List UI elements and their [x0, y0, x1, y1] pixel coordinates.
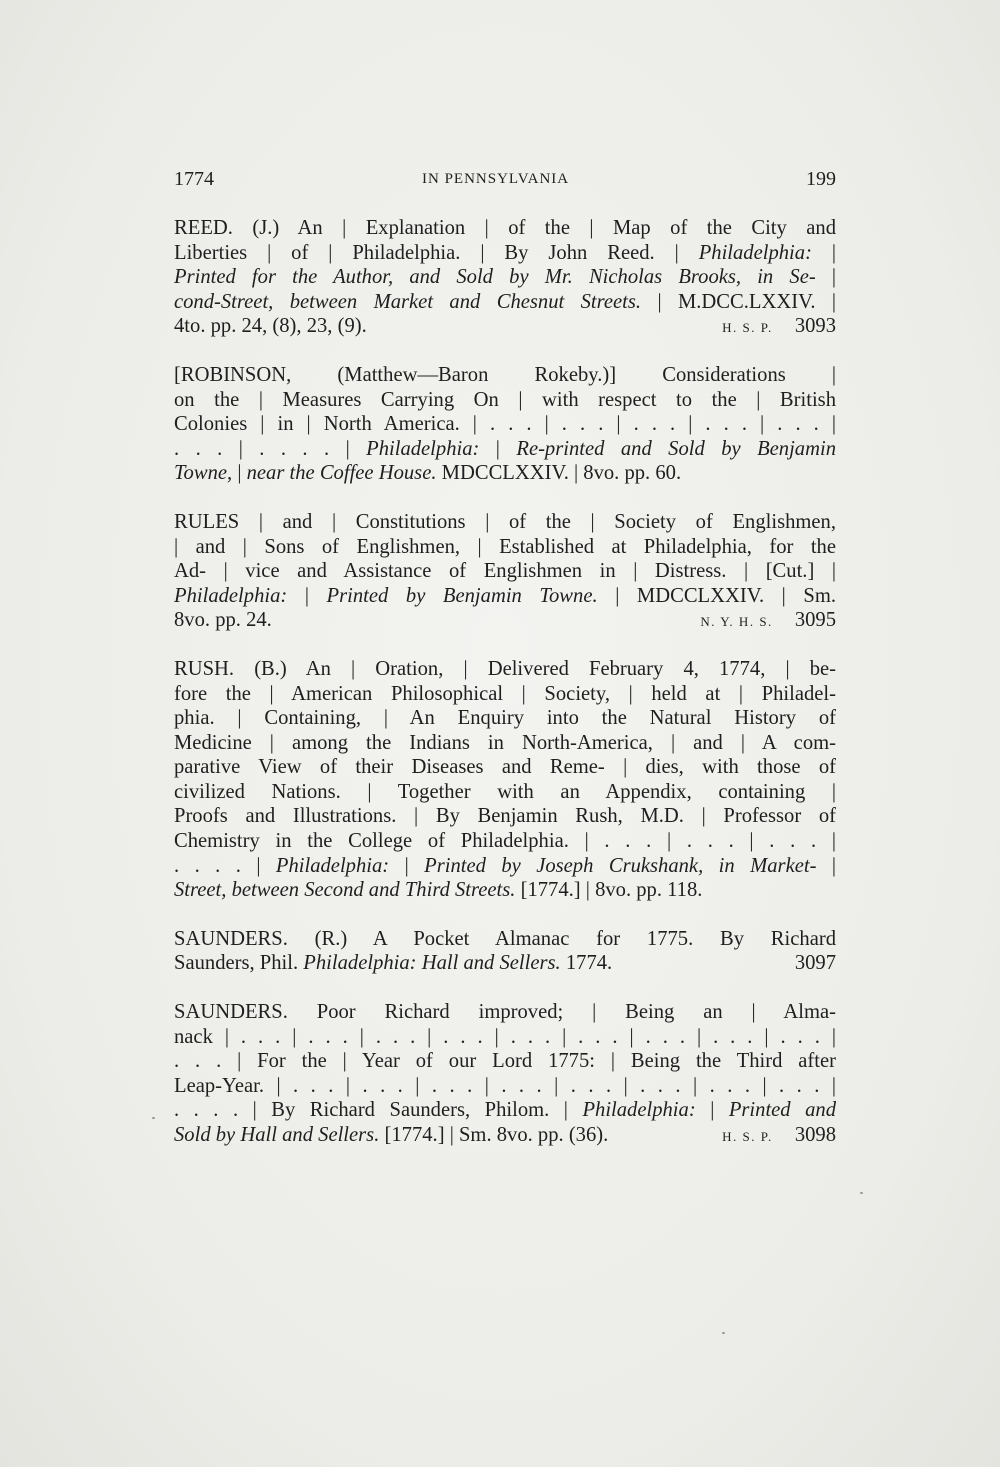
- entry-text: | M.DCC.LXXIV. |: [641, 290, 836, 313]
- bibliography-entry: [174, 1000, 836, 1148]
- entry-text: REED. (J.) An | Explanation | of the | Map of the City and: [174, 217, 836, 239]
- entry-text: |: [816, 854, 836, 877]
- entry-line: [174, 290, 836, 315]
- bibliography-entry: [174, 927, 836, 976]
- page-number: 199: [806, 168, 836, 190]
- entry-text: Liberties | of | Philadelphia. | By John Reed. |: [174, 241, 699, 264]
- entry-location-and-number: [722, 1123, 836, 1150]
- entry-number: 3093: [794, 315, 836, 338]
- paper-speck: [152, 1117, 155, 1119]
- entry-line: [174, 927, 836, 952]
- entry-text: |: [287, 584, 327, 607]
- entry-location-and-number: [700, 608, 836, 635]
- entry-text: . . . . | By Richard Saunders, Philom. |: [174, 1099, 583, 1122]
- entry-line: [174, 216, 836, 241]
- entry-text: | and | Sons of Englishmen, | Established at Philadelphia, for the: [174, 535, 836, 558]
- entry-text: parative View of their Diseases and Reme- | dies, with those of: [174, 756, 836, 779]
- entry-text: . . . . |: [174, 854, 276, 877]
- italic-text: near the Coffee House.: [246, 462, 437, 485]
- entry-line: [174, 829, 836, 854]
- entry-line: [174, 804, 836, 829]
- italic-text: Philadelphia: Hall and Sellers.: [303, 952, 561, 975]
- library-location: H. S. P.: [722, 1129, 773, 1144]
- entry-line: [174, 437, 836, 462]
- running-title: IN PENNSYLVANIA: [422, 171, 570, 187]
- entry-text: |: [479, 437, 517, 460]
- entry-number: 3098: [794, 1124, 836, 1146]
- italic-text: Re-printed and Sold by Benjamin: [516, 437, 836, 460]
- bibliography-entry: [174, 216, 836, 339]
- entry-text: phia. | Containing, | An Enquiry into the Natural History of: [174, 707, 836, 730]
- entry-line: [174, 1049, 836, 1074]
- italic-text: Philadelphia:: [174, 584, 288, 607]
- entry-text: Colonies | in | North America. | . . . | . . . | . . . | . . . | . . . |: [174, 413, 836, 436]
- entry-line: [174, 608, 836, 633]
- italic-text: Philadelphia:: [366, 437, 480, 460]
- entry-line: [174, 682, 836, 707]
- italic-text: Printed by Benjamin Towne.: [326, 584, 598, 607]
- entry-text: [1774.] | Sm. 8vo. pp. (36).: [379, 1124, 609, 1146]
- italic-text: Printed by Joseph Crukshank, in Market-: [424, 854, 817, 877]
- bibliography-entry: [174, 657, 836, 903]
- entry-line: [174, 559, 836, 584]
- entry-line: [174, 388, 836, 413]
- entry-text: Medicine | among the Indians in North-America, | and | A com-: [174, 731, 836, 754]
- paper-speck: [860, 1192, 863, 1194]
- entry-line: [174, 461, 836, 486]
- entry-text: SAUNDERS. Poor Richard improved; | Being an | Alma-: [174, 1001, 836, 1024]
- entry-line: [174, 657, 836, 682]
- entry-line: [174, 951, 836, 976]
- entry-text: 4to. pp. 24, (8), 23, (9).: [174, 315, 367, 338]
- entry-text: Ad- | vice and Assistance of Englishmen in | Distress. | [Cut.] |: [174, 560, 836, 583]
- entry-text: [1774.] | 8vo. pp. 118.: [515, 879, 703, 902]
- entry-line: [174, 241, 836, 266]
- entry-location-and-number: [795, 951, 836, 976]
- entry-line: [174, 1000, 836, 1025]
- entry-line: [174, 510, 836, 535]
- bibliography-entry: [174, 363, 836, 486]
- entry-line: [174, 755, 836, 780]
- library-location: N. Y. H. S.: [700, 614, 773, 630]
- entry-number: 3095: [794, 609, 836, 632]
- italic-text: Towne,: [174, 462, 233, 485]
- entry-line: [174, 314, 836, 339]
- entry-text: 8vo. pp. 24.: [174, 609, 272, 632]
- entry-line: [174, 731, 836, 756]
- entry-line: [174, 780, 836, 805]
- running-header: [174, 168, 836, 198]
- entry-line: [174, 706, 836, 731]
- entry-text: Chemistry in the College of Philadelphia. | . . . | . . . | . . . |: [174, 830, 836, 853]
- header-year: 1774: [174, 168, 214, 190]
- entry-line: [174, 535, 836, 560]
- entry-text: MDCCLXXIV. | 8vo. pp. 60.: [436, 462, 682, 485]
- library-location: H. S. P.: [722, 320, 773, 336]
- entry-line: [174, 878, 836, 903]
- italic-text: cond-Street, between Market and Chesnut Streets.: [174, 290, 642, 313]
- entry-text: fore the | American Philosophical | Society, | held at | Philadel-: [174, 682, 836, 705]
- entry-line: [174, 1123, 836, 1148]
- italic-text: Printed and: [728, 1099, 836, 1122]
- entry-text: 1774.: [560, 952, 613, 975]
- entry-text: . . . | . . . . |: [174, 437, 367, 460]
- entry-text: | MDCCLXXIV. | Sm.: [597, 584, 836, 607]
- entry-text: Leap-Year. | . . . | . . . | . . . | . . . | . . . | . . . | . . . | . . . |: [174, 1074, 836, 1097]
- entry-line: [174, 1025, 836, 1050]
- italic-text: Philadelphia:: [698, 241, 812, 264]
- entry-text: RULES | and | Constitutions | of the | Society of Englishmen,: [174, 510, 836, 533]
- italic-text: Sold by Hall and Sellers.: [174, 1124, 380, 1146]
- entry-text: |: [811, 241, 836, 264]
- paper-speck: [722, 1332, 725, 1334]
- entry-line: [174, 412, 836, 437]
- entry-text: Proofs and Illustrations. | By Benjamin Rush, M.D. | Professor of: [174, 805, 836, 828]
- entry-text: |: [389, 854, 425, 877]
- entry-text: SAUNDERS. (R.) A Pocket Almanac for 1775. By Richard: [174, 927, 836, 950]
- entry-location-and-number: [722, 314, 836, 341]
- entry-text: |: [695, 1099, 729, 1122]
- entry-text: |: [232, 462, 247, 485]
- entry-number: 3097: [794, 952, 836, 975]
- entry-line: [174, 854, 836, 879]
- bibliography-entry: [174, 510, 836, 633]
- entry-line: [174, 1074, 836, 1099]
- entry-text: . . . | For the | Year of our Lord 1775: | Being the Third after: [174, 1050, 836, 1073]
- italic-text: Philadelphia:: [275, 854, 390, 877]
- entry-text: Saunders, Phil.: [174, 952, 304, 975]
- entry-text: [ROBINSON, (Matthew—Baron Rokeby.)] Considerations |: [174, 363, 836, 386]
- italic-text: Street, between Second and Third Streets.: [174, 879, 516, 902]
- italic-text: Philadelphia:: [582, 1099, 696, 1122]
- entry-text: |: [815, 266, 836, 289]
- entry-line: [174, 265, 836, 290]
- entry-text: civilized Nations. | Together with an Appendix, containing |: [174, 780, 836, 803]
- entry-line: [174, 584, 836, 609]
- italic-text: Printed for the Author, and Sold by Mr. Nicholas Brooks, in Se-: [174, 266, 816, 289]
- bibliography-entries: [174, 216, 836, 1172]
- entry-text: RUSH. (B.) An | Oration, | Delivered February 4, 1774, | be-: [174, 657, 836, 680]
- entry-line: [174, 363, 836, 388]
- entry-text: nack | . . . | . . . | . . . | . . . | . . . | . . . | . . . | . . . | . . . |: [174, 1025, 836, 1048]
- entry-text: on the | Measures Carrying On | with respect to the | British: [174, 388, 836, 411]
- entry-line: [174, 1098, 836, 1123]
